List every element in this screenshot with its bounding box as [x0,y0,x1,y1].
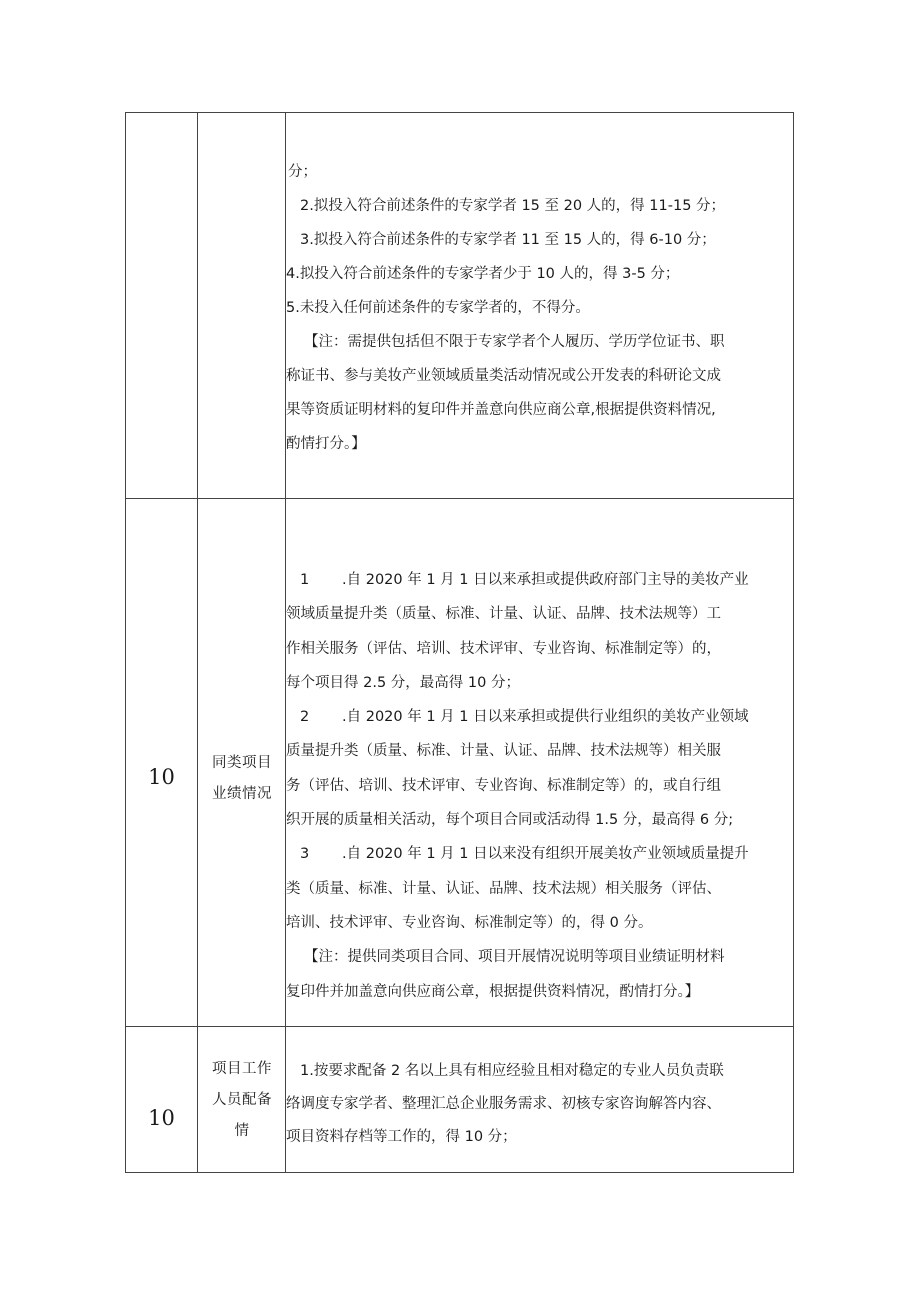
score-cell: 10 [148,1106,175,1130]
table-row [125,112,794,500]
text-line: 2.拟投入符合前述条件的专家学者 15 至 20 人的，得 11-15 分； [300,198,726,214]
category-line: 同类项目 [212,755,272,771]
text-line: 作相关服务（评估、培训、技术评审、专业咨询、标准制定等）的， [286,640,721,657]
table-row [125,498,794,1027]
category-cell [200,1054,284,1147]
text-line: 类（质量、标准、计量、认证、品牌、技术法规）相关服务（评估、 [286,880,721,897]
category-line: 项目工作 [212,1061,272,1077]
column-divider [197,113,198,500]
text-line: 果等资质证明材料的复印件并盖意向供应商公章,根据提供资料情况, [286,402,716,418]
text-line: 【注：提供同类项目合同、项目开展情况说明等项目业绩证明材料 [304,949,725,966]
category-line: 人员配备 [212,1092,272,1108]
text-line: 分； [288,164,317,180]
column-divider [197,1027,198,1172]
text-line: 质量提升类（质量、标准、计量、认证、品牌、技术法规等）相关服 [286,743,721,760]
text-line: 称证书、参与美妆产业领域质量类活动情况或公开发表的科研论文成 [286,368,721,384]
table-row [125,1026,794,1173]
category-line: 情 [234,1123,250,1139]
text-line: 酌情打分。】 [286,436,366,452]
text-line: 5.未投入任何前述条件的专家学者的，不得分。 [286,300,590,316]
text-line: 3.拟投入符合前述条件的专家学者 11 至 15 人的，得 6-10 分； [300,232,716,248]
item-number: 2 [300,709,310,726]
text-line: 2 .自 2020 年 1 月 1 日以来承担或提供行业组织的美妆产业领域 [286,700,790,734]
text-line: 织开展的质量相关活动，每个项目合同或活动得 1.5 分，最高得 6 分; [286,812,734,829]
text-line: 项目资料存档等工作的，得 10 分； [286,1129,517,1145]
text-line: 每个项目得 2.5 分，最高得 10 分； [286,674,520,691]
text-line: 务（评估、培训、技术评审、专业咨询、标准制定等）的，或自行组 [286,777,721,794]
criteria-text [286,563,792,1009]
text-line: 培训、技术评审、专业咨询、标准制定等）的，得 0 分。 [286,914,653,931]
criteria-text [286,155,792,461]
category-line: 业绩情况 [212,786,272,802]
text-line: 3 .自 2020 年 1 月 1 日以来没有组织开展美妆产业领域质量提升 [286,837,790,871]
text-line: 复印件并加盖意向供应商公章，根据提供资料情况，酌情打分。】 [286,983,700,1000]
column-divider [197,499,198,1027]
item-number: 1 [300,572,310,588]
text-line: 【注：需提供包括但不限于专家学者个人履历、学历学位证书、职 [304,334,725,350]
text-line: 1 .自 2020 年 1 月 1 日以来承担或提供政府部门主导的美妆产业 [286,563,790,597]
score-cell: 10 [148,765,175,789]
text-line: 领域质量提升类（质量、标准、计量、认证、品牌、技术法规等）工 [286,606,721,623]
item-number: 3 [300,846,310,863]
text-line: 1.按要求配备 2 名以上具有相应经验且相对稳定的专业人员负责联 [300,1063,724,1079]
text-line: 4.拟投入符合前述条件的专家学者少于 10 人的，得 3-5 分； [286,266,680,282]
text-line: 络调度专家学者、整理汇总企业服务需求、初核专家咨询解答内容、 [286,1096,721,1112]
category-cell [200,748,284,810]
criteria-text [286,1055,792,1154]
